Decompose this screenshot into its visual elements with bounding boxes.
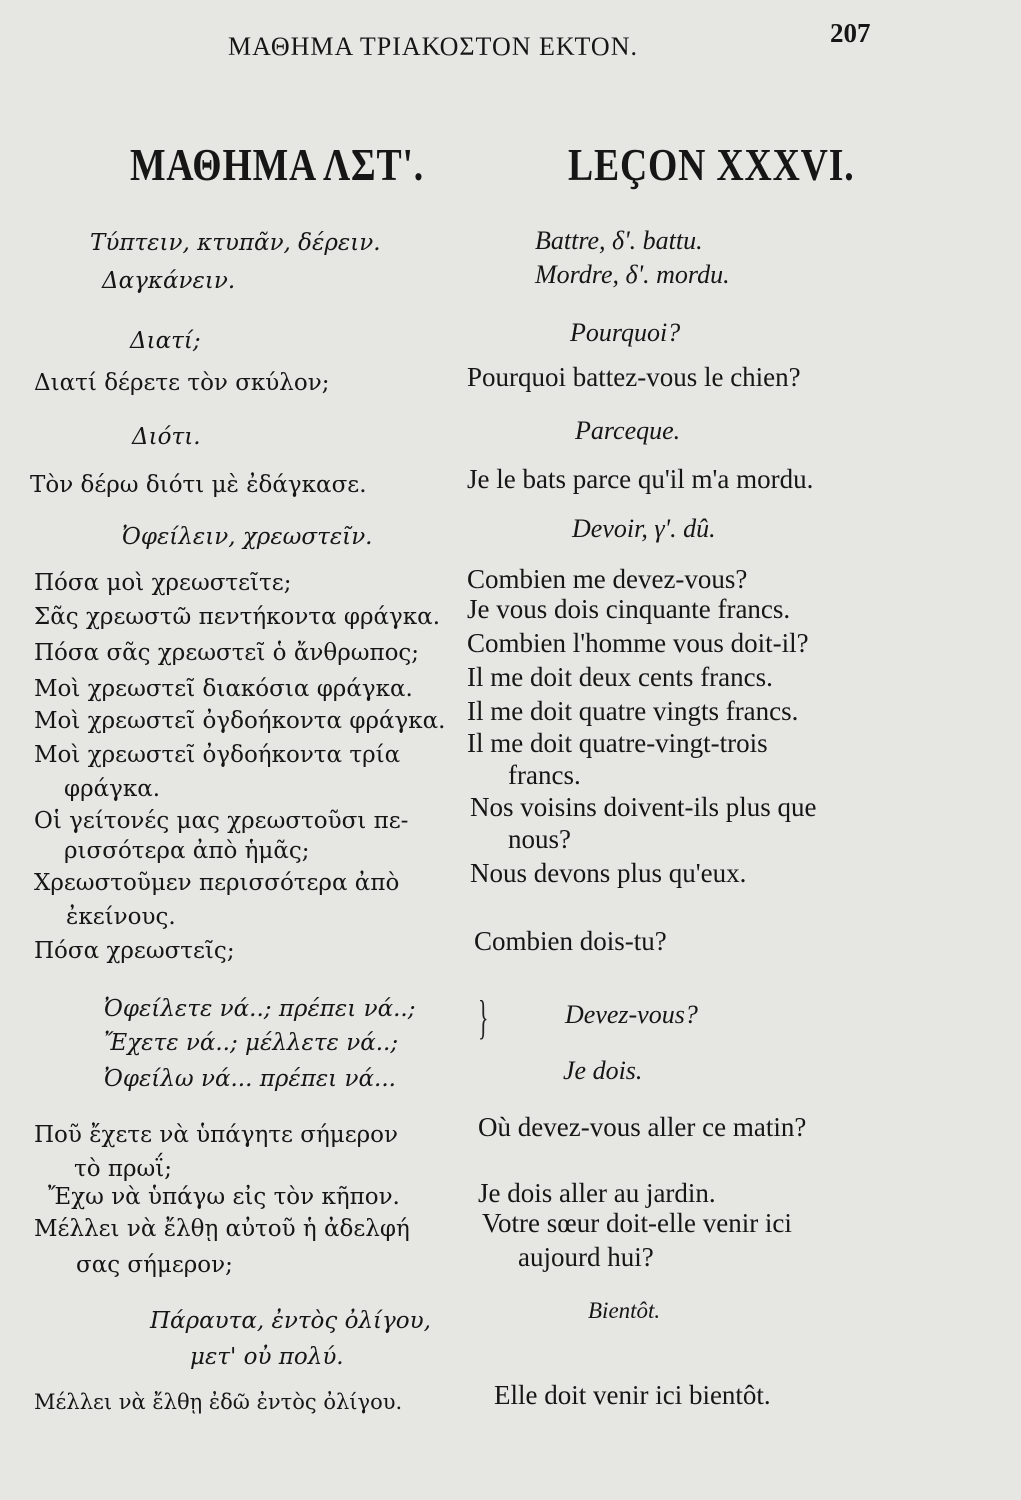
french-line: Combien dois-tu? xyxy=(474,926,667,956)
french-line: aujourd hui? xyxy=(518,1242,654,1272)
french-line: Mordre, δ'. mordu. xyxy=(535,260,730,289)
greek-line: Διατί; xyxy=(130,328,201,354)
greek-line: Τύπτειν, κτυπᾶν, δέρειν. xyxy=(90,230,381,256)
french-line: Je dois. xyxy=(563,1056,643,1085)
greek-line: Ἔχω νὰ ὑπάγω εἰς τὸν κῆπον. xyxy=(48,1184,400,1210)
french-line: Devoir, γ'. dû. xyxy=(572,514,716,543)
greek-line: Διότι. xyxy=(132,424,201,450)
greek-line: τὸ πρωΐ; xyxy=(74,1156,173,1182)
greek-line: Χρεωστοῦμεν περισσότερα ἀπὸ xyxy=(34,870,400,896)
page-number: 207 xyxy=(830,18,871,48)
greek-line: Πάραυτα, ἐντὸς ὀλίγου, xyxy=(150,1308,431,1334)
french-lesson-title: LEÇON XXXVI. xyxy=(568,139,855,190)
french-line: Où devez-vous aller ce matin? xyxy=(478,1112,807,1142)
french-line: Je vous dois cinquante francs. xyxy=(467,594,791,624)
greek-line: Ποῦ ἔχετε νὰ ὑπάγητε σήμερον xyxy=(34,1122,398,1148)
french-line: Pourquoi? xyxy=(570,318,681,347)
french-line: Combien l'homme vous doit-il? xyxy=(467,628,809,658)
greek-line: Ἔχετε νά..; μέλλετε νά..; xyxy=(104,1030,399,1056)
greek-line: ρισσότερα ἀπὸ ἡμᾶς; xyxy=(64,838,310,864)
french-line: Pourquoi battez-vous le chien? xyxy=(467,362,801,392)
greek-line: σας σήμερον; xyxy=(76,1252,233,1278)
french-line: Battre, δ'. battu. xyxy=(535,226,703,255)
brace-mark: } xyxy=(478,991,489,1044)
greek-line: ἐκείνους. xyxy=(66,904,176,930)
greek-line: Τὸν δέρω διότι μὲ ἐδάγκασε. xyxy=(30,472,367,498)
greek-line: μετ' οὐ πολύ. xyxy=(190,1344,344,1370)
french-line: nous? xyxy=(508,824,571,854)
french-line: Votre sœur doit-elle venir ici xyxy=(482,1208,792,1238)
french-line: Je le bats parce qu'il m'a mordu. xyxy=(467,464,814,494)
greek-line: Μέλλει νὰ ἔλθῃ ἐδῶ ἐντὸς ὀλίγου. xyxy=(34,1390,403,1414)
greek-line: Ὀφείλω νά... πρέπει νά... xyxy=(104,1066,396,1092)
greek-line: φράγκα. xyxy=(64,776,161,802)
greek-line: Μοὶ χρεωστεῖ ὀγδοήκοντα τρία xyxy=(34,742,401,768)
french-line: Il me doit quatre-vingt-trois xyxy=(467,728,768,758)
greek-line: Δαγκάνειν. xyxy=(102,268,236,294)
greek-line: Πόσα μοὶ χρεωστεῖτε; xyxy=(34,570,292,596)
greek-lesson-title: ΜΑΘΗΜΑ ΛΣΤ'. xyxy=(130,139,425,190)
french-line: Elle doit venir ici bientôt. xyxy=(494,1380,771,1410)
greek-line: Οἱ γείτονές μας χρεωστοῦσι πε- xyxy=(34,808,409,834)
greek-line: Μοὶ χρεωστεῖ ὀγδοήκοντα φράγκα. xyxy=(34,708,446,734)
greek-line: Πόσα χρεωστεῖς; xyxy=(34,938,235,964)
running-title: ΜΑΘΗΜΑ ΤΡΙΑΚΟΣΤΟΝ ΕΚΤΟΝ. xyxy=(228,32,638,61)
greek-line: Ὀφείλειν, χρεωστεῖν. xyxy=(122,524,373,550)
french-line: francs. xyxy=(508,760,581,790)
french-line: Je dois aller au jardin. xyxy=(478,1178,716,1208)
greek-line: Μοὶ χρεωστεῖ διακόσια φράγκα. xyxy=(34,676,413,702)
greek-line: Πόσα σᾶς χρεωστεῖ ὁ ἄνθρωπος; xyxy=(34,640,420,666)
french-line: Il me doit deux cents francs. xyxy=(467,662,773,692)
french-line: Il me doit quatre vingts francs. xyxy=(467,696,799,726)
french-line: Devez-vous? xyxy=(565,1000,698,1029)
french-line: Bientôt. xyxy=(588,1298,661,1323)
french-line: Nos voisins doivent-ils plus que xyxy=(470,792,817,822)
greek-line: Ὀφείλετε νά..; πρέπει νά..; xyxy=(104,996,416,1022)
french-line: Nous devons plus qu'eux. xyxy=(470,858,747,888)
greek-line: Μέλλει νὰ ἔλθῃ αὐτοῦ ἡ ἀδελφή xyxy=(34,1216,410,1242)
french-line: Combien me devez-vous? xyxy=(467,564,748,594)
french-line: Parceque. xyxy=(575,416,681,445)
greek-line: Διατί δέρετε τὸν σκύλον; xyxy=(34,370,330,396)
greek-line: Σᾶς χρεωστῶ πεντήκοντα φράγκα. xyxy=(34,604,441,630)
